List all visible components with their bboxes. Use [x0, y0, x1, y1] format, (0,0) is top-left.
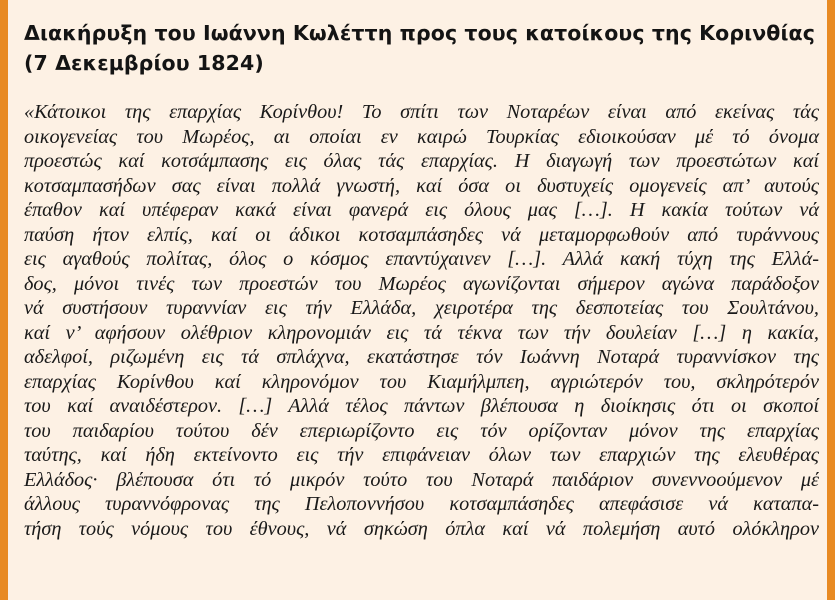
text-line: εις αγαθούς πολίτας, όλος ο κόσμος επαντύχαινεν […]. Αλλά κακή τύχη της Ελλά-: [24, 248, 819, 270]
text-line: επαρχίας Κορίνθου καί κληρονόμον του Κιαμήλμπεη, αγριώτερόν του, σκληρότερόν: [24, 370, 819, 393]
document-panel: [8, 0, 827, 600]
text-line: δος, μόνοι τινές των προεστών του Μωρέος αγωνίζονται σήμερον αγώνα παράδοξον: [24, 272, 819, 295]
text-line: ταύτης, καί ήδη εκτείνοντο εις τήν επιφάνειαν όλων των επαρχιών της ελευθέρας: [24, 444, 819, 466]
text-line: οικογενείας του Μωρέος, αι οποίαι εν καιρώ Τουρκίας εδιοικούσαν μέ τό όνομα: [24, 125, 819, 148]
text-line: του παιδαρίου τούτου δέν επεριωρίζοντο εις τόν ορίζονταν μόνον της επαρχίας: [24, 419, 819, 442]
text-line: καί ν’ αφήσουν ολέθριον κληρονομιάν εις τά τέκνα των τήν δουλείαν […] η κακία,: [24, 321, 819, 344]
text-line: Ελλάδος· βλέπουσα ότι τό μικρόν τούτο του Νοταρά παιδάριον συνεννοούμενον μέ: [24, 468, 819, 491]
text-line: κοτσαμπασήδων σας είναι πολλά γνωστή, καί όσα οι δυστυχείς ομογενείς απ’ αυτούς: [24, 174, 819, 197]
text-line: παύση ήτον ελπίς, καί οι άδικοι κοτσαμπάσηδες νά μεταμορφωθούν από τυράννους: [24, 223, 819, 246]
text-line: νά συστήσουν τυραννίαν εις τήν Ελλάδα, χειροτέρα της δεσποτείας του Σουλτάνου,: [24, 297, 819, 319]
text-line: τήση τούς νόμους του έθνους, νά σηκώση όπλα καί νά πολεμήση αυτό ολόκληρον: [24, 517, 819, 540]
document-heading: [24, 18, 819, 78]
text-line: άλλους τυραννόφρονας της Πελοποννήσου κοτσαμπάσηδες απεφάσισε νά καταπα-: [24, 493, 819, 515]
text-line: αδελφοί, ριζωμένη εις τά σπλάχνα, εκατάστησε τόν Ιωάννη Νοταρά τυραννίσκον της: [24, 346, 819, 368]
text-line: προεστώς καί κοτσάμπασης εις όλας τάς επαρχίας. Η διαγωγή των προεστώτων καί: [24, 150, 819, 172]
heading-line-1: Διακήρυξη του Ιωάννη Κωλέττη προς τους κατοίκους της Κορινθίας: [24, 21, 815, 45]
heading-line-2: (7 Δεκεμβρίου 1824): [24, 51, 264, 75]
text-line: «Κάτοικοι της επαρχίας Κορίνθου! Το σπίτι των Νοταρέων είναι από εκείνας τάς: [24, 101, 819, 123]
proclamation-text: [24, 100, 819, 541]
text-line: έπαθον καί υπέφεραν κακά είναι φανερά εις όλους μας […]. Η κακία τούτων νά: [24, 199, 819, 221]
text-line: του καί αναιδέστερον. […] Αλλά τέλος πάντων βλέπουσα η διοίκησις ότι οι σκοποί: [24, 395, 819, 417]
